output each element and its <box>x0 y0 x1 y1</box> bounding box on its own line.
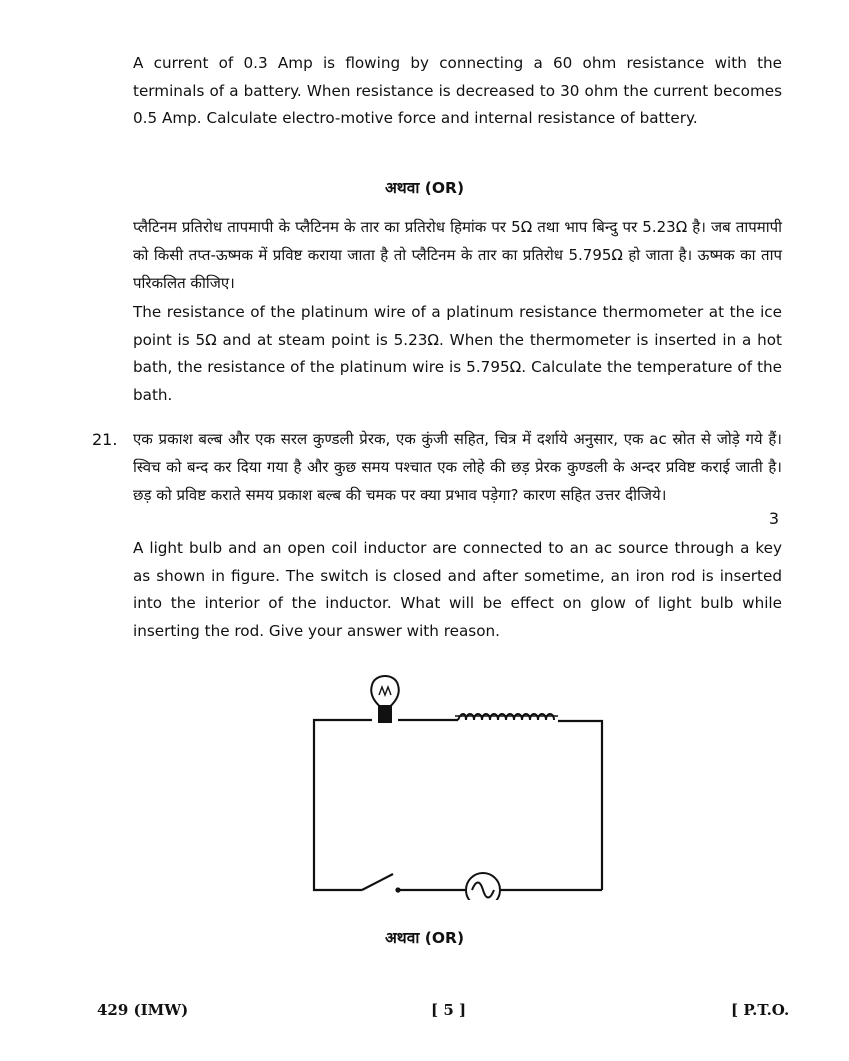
or-label-q21: अथवा (OR) <box>384 929 465 947</box>
light-bulb-icon <box>371 676 399 723</box>
ac-source-icon <box>466 873 500 900</box>
or-label: अथवा (OR) <box>384 179 465 197</box>
switch-key-icon <box>362 874 400 892</box>
q21-hindi-text: एक प्रकाश बल्ब और एक सरल कुण्डली प्रेरक, एक कुंजी सहित, चित्र में दर्शाये अनुसार, एक ac स्रोत से जोड़े गये हैं। स्विच को बन्द कर दिया गया है और कुछ समय पश्चात एक लोहे की छड़ प्रेरक कुण्डली के अन्दर प्रविष्ट कराई जाती है। छड़ को प्रविष्ट कराते समय प्रकाश बल्ब की चमक पर क्या प्रभाव पड़ेगा? कारण सहित उत्तर दीजिये। <box>133 430 782 504</box>
circuit-wires <box>314 720 602 890</box>
page-number: [ 5 ] <box>431 1001 467 1019</box>
q21-english-text: A light bulb and an open coil inductor are connected to an ac source through a key as shown in figure. The switch is closed and after sometime, an iron rod is inserted into the interior of the inductor. What will be effect on glow of light bulb while inserting the rod. Give your answer with reason. <box>133 539 782 640</box>
circuit-diagram <box>300 665 610 900</box>
q20-english-text: A current of 0.3 Amp is flowing by connecting a 60 ohm resistance with the terminals of a battery. When resistance is decreased to 30 ohm the current becomes 0.5 Amp. Calculate electro-motive force and internal resistance of battery. <box>133 54 782 127</box>
question-number: 21. <box>92 430 118 449</box>
q21-marks: 3 <box>768 509 779 528</box>
paper-code: 429 (IMW) <box>97 1001 189 1019</box>
pto-label: [ P.T.O. <box>731 1001 790 1019</box>
q20-english-alt-text: The resistance of the platinum wire of a platinum resistance thermometer at the ice point is 5Ω and at steam point is 5.23Ω. When the thermometer is inserted in a hot bath, the resistance of the platinum wire is 5.795Ω. Calculate the temperature of the bath. <box>133 303 782 404</box>
inductor-coil-icon <box>455 714 558 720</box>
q20-hindi-alt-text: प्लैटिनम प्रतिरोध तापमापी के प्लैटिनम के तार का प्रतिरोध हिमांक पर 5Ω तथा भाप बिन्दु पर 5.23Ω है। जब तापमापी को किसी तप्त-ऊष्मक में प्रविष्ट कराया जाता है तो प्लैटिनम के तार का प्रतिरोध 5.795Ω हो जाता है। ऊष्मक का ताप परिकलित कीजिए। <box>133 218 782 292</box>
